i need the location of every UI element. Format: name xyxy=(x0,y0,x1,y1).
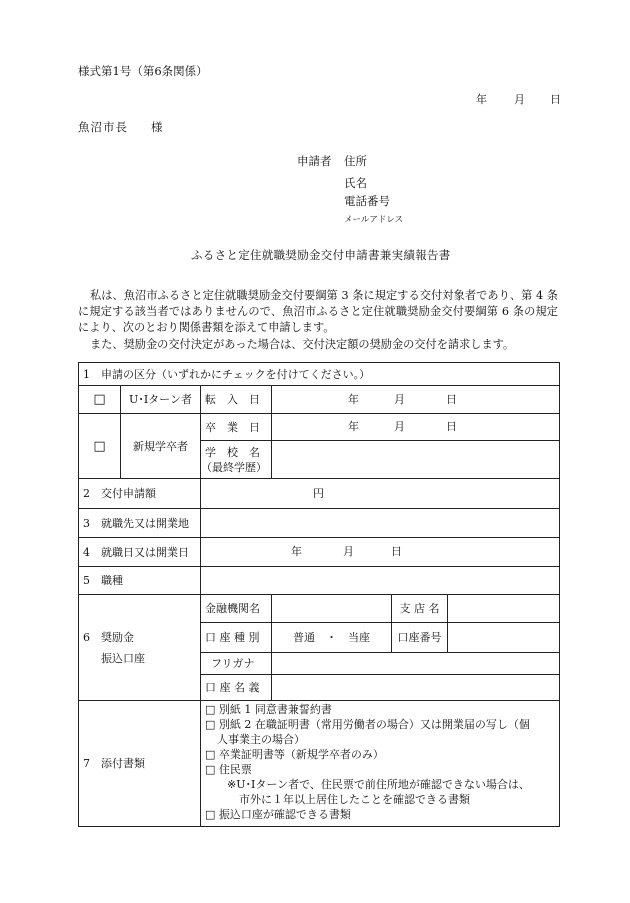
attachment-graduation-cert[interactable]: □ 卒業証明書等（新規学卒者のみ） xyxy=(205,748,384,761)
application-form-table xyxy=(78,362,560,827)
branch-name-field[interactable] xyxy=(448,595,560,623)
section-6-label: 6 奨励金 xyxy=(83,630,134,644)
date-line xyxy=(476,94,560,106)
account-holder-field[interactable] xyxy=(272,675,560,701)
form-number: 様式第1号（第6条関係） xyxy=(78,64,208,78)
document-title: ふるさと定住就職奨励金交付申請書兼実績報告書 xyxy=(191,248,451,262)
furigana-field[interactable] xyxy=(272,653,560,675)
applicant-address-label: 住所 xyxy=(344,154,367,168)
start-date-field[interactable] xyxy=(201,538,560,567)
section-3-label: 3 就職先又は開業地 xyxy=(79,509,201,538)
school-name-label-cell xyxy=(201,441,272,479)
attachments-cell xyxy=(201,701,560,827)
graduation-date-field[interactable] xyxy=(272,414,560,441)
attachment-consent[interactable]: □ 別紙 1 同意書兼誓約書 xyxy=(205,703,332,716)
section-2-label: 2 交付申請額 xyxy=(79,479,201,509)
new-grad-label: 新規学卒者 xyxy=(121,414,201,479)
account-holder-label: 口 座 名 義 xyxy=(201,675,272,701)
school-name-label: 学 校 名 xyxy=(205,445,260,459)
addressee: 魚沼市長 xyxy=(78,120,128,134)
applicant-label: 申請者 xyxy=(297,154,332,168)
occupation-field[interactable] xyxy=(201,567,560,595)
date-day-label: 日 xyxy=(550,93,561,106)
final-education-label: （最終学歴） xyxy=(201,460,267,474)
graduation-date-label: 卒 業 日 xyxy=(201,414,272,441)
attachment-resident-record[interactable]: □ 住民票 xyxy=(205,763,252,776)
body-paragraph-1: 私は、魚沼市ふるさと定住就職奨励金交付要綱第 3 条に規定する交付対象者であり、第 4 条に規定する該当者ではありませんので、魚沼市ふるさと定住就職奨励金交付要綱第 6 条の規定により、次のとおり関係書類を添えて申請します。 xyxy=(78,289,558,334)
yen-label: 円 xyxy=(313,487,324,500)
start-month: 月 xyxy=(343,545,354,558)
employer-location-field[interactable] xyxy=(201,509,560,538)
section-1-header: 1 申請の区分（いずれかにチェックを付けてください。） xyxy=(79,363,560,386)
section-5-label: 5 職種 xyxy=(79,567,201,595)
school-name-field[interactable] xyxy=(272,441,560,479)
account-type-options[interactable]: 普通 ・ 当座 xyxy=(272,623,392,653)
body-paragraph-2: また、奨励金の交付決定があった場合は、交付決定額の奨励金の交付を請求します。 xyxy=(90,338,515,351)
move-in-date-label: 転 入 日 xyxy=(201,386,272,414)
graduation-month: 月 xyxy=(394,420,405,433)
applicant-email-label: メールアドレス xyxy=(344,215,404,225)
attachment-note: ※U･Iターン者で、住民票で前住所地が確認できない場合は、 xyxy=(227,778,530,791)
start-day: 日 xyxy=(391,545,402,558)
section-4-label: 4 就職日又は開業日 xyxy=(79,538,201,567)
move-in-year: 年 xyxy=(348,392,359,406)
account-number-label: 口座番号 xyxy=(392,623,448,653)
furigana-label: フリガナ xyxy=(201,653,272,675)
attachment-bank-account[interactable]: □ 振込口座が確認できる書類 xyxy=(205,808,351,821)
section-6-sublabel: 振込口座 xyxy=(101,651,145,665)
attachment-employment-cert-cont: 人事業主の場合） xyxy=(217,733,305,746)
new-grad-checkbox[interactable]: □ xyxy=(79,414,121,479)
applicant-name-label: 氏名 xyxy=(344,176,367,190)
move-in-month: 月 xyxy=(394,392,405,406)
graduation-day: 日 xyxy=(446,420,457,433)
section-6-label-cell xyxy=(79,595,201,701)
attachment-employment-cert[interactable]: □ 別紙 2 在職証明書（常用労働者の場合）又は開業届の写し（個 xyxy=(205,718,530,731)
date-month-label: 月 xyxy=(514,93,525,106)
section-7-label: 7 添付書類 xyxy=(79,701,201,827)
bank-name-label: 金融機関名 xyxy=(201,595,272,623)
graduation-year: 年 xyxy=(348,420,359,433)
account-type-label: 口 座 種 別 xyxy=(201,623,272,653)
date-year-label: 年 xyxy=(476,93,487,106)
addressee-honorific: 様 xyxy=(151,120,163,134)
attachment-note-cont: 市外に１年以上居住したことを確認できる書類 xyxy=(239,793,470,806)
move-in-date-field[interactable] xyxy=(272,386,560,414)
ui-turn-checkbox[interactable]: □ xyxy=(79,386,121,414)
applicant-phone-label: 電話番号 xyxy=(344,194,390,208)
move-in-day: 日 xyxy=(446,392,457,406)
start-year: 年 xyxy=(291,545,302,558)
branch-name-label: 支 店 名 xyxy=(392,595,448,623)
bank-name-field[interactable] xyxy=(272,595,392,623)
ui-turn-label: U･Iターン者 xyxy=(121,386,201,414)
account-number-field[interactable] xyxy=(448,623,560,653)
application-amount-field[interactable] xyxy=(201,479,560,509)
